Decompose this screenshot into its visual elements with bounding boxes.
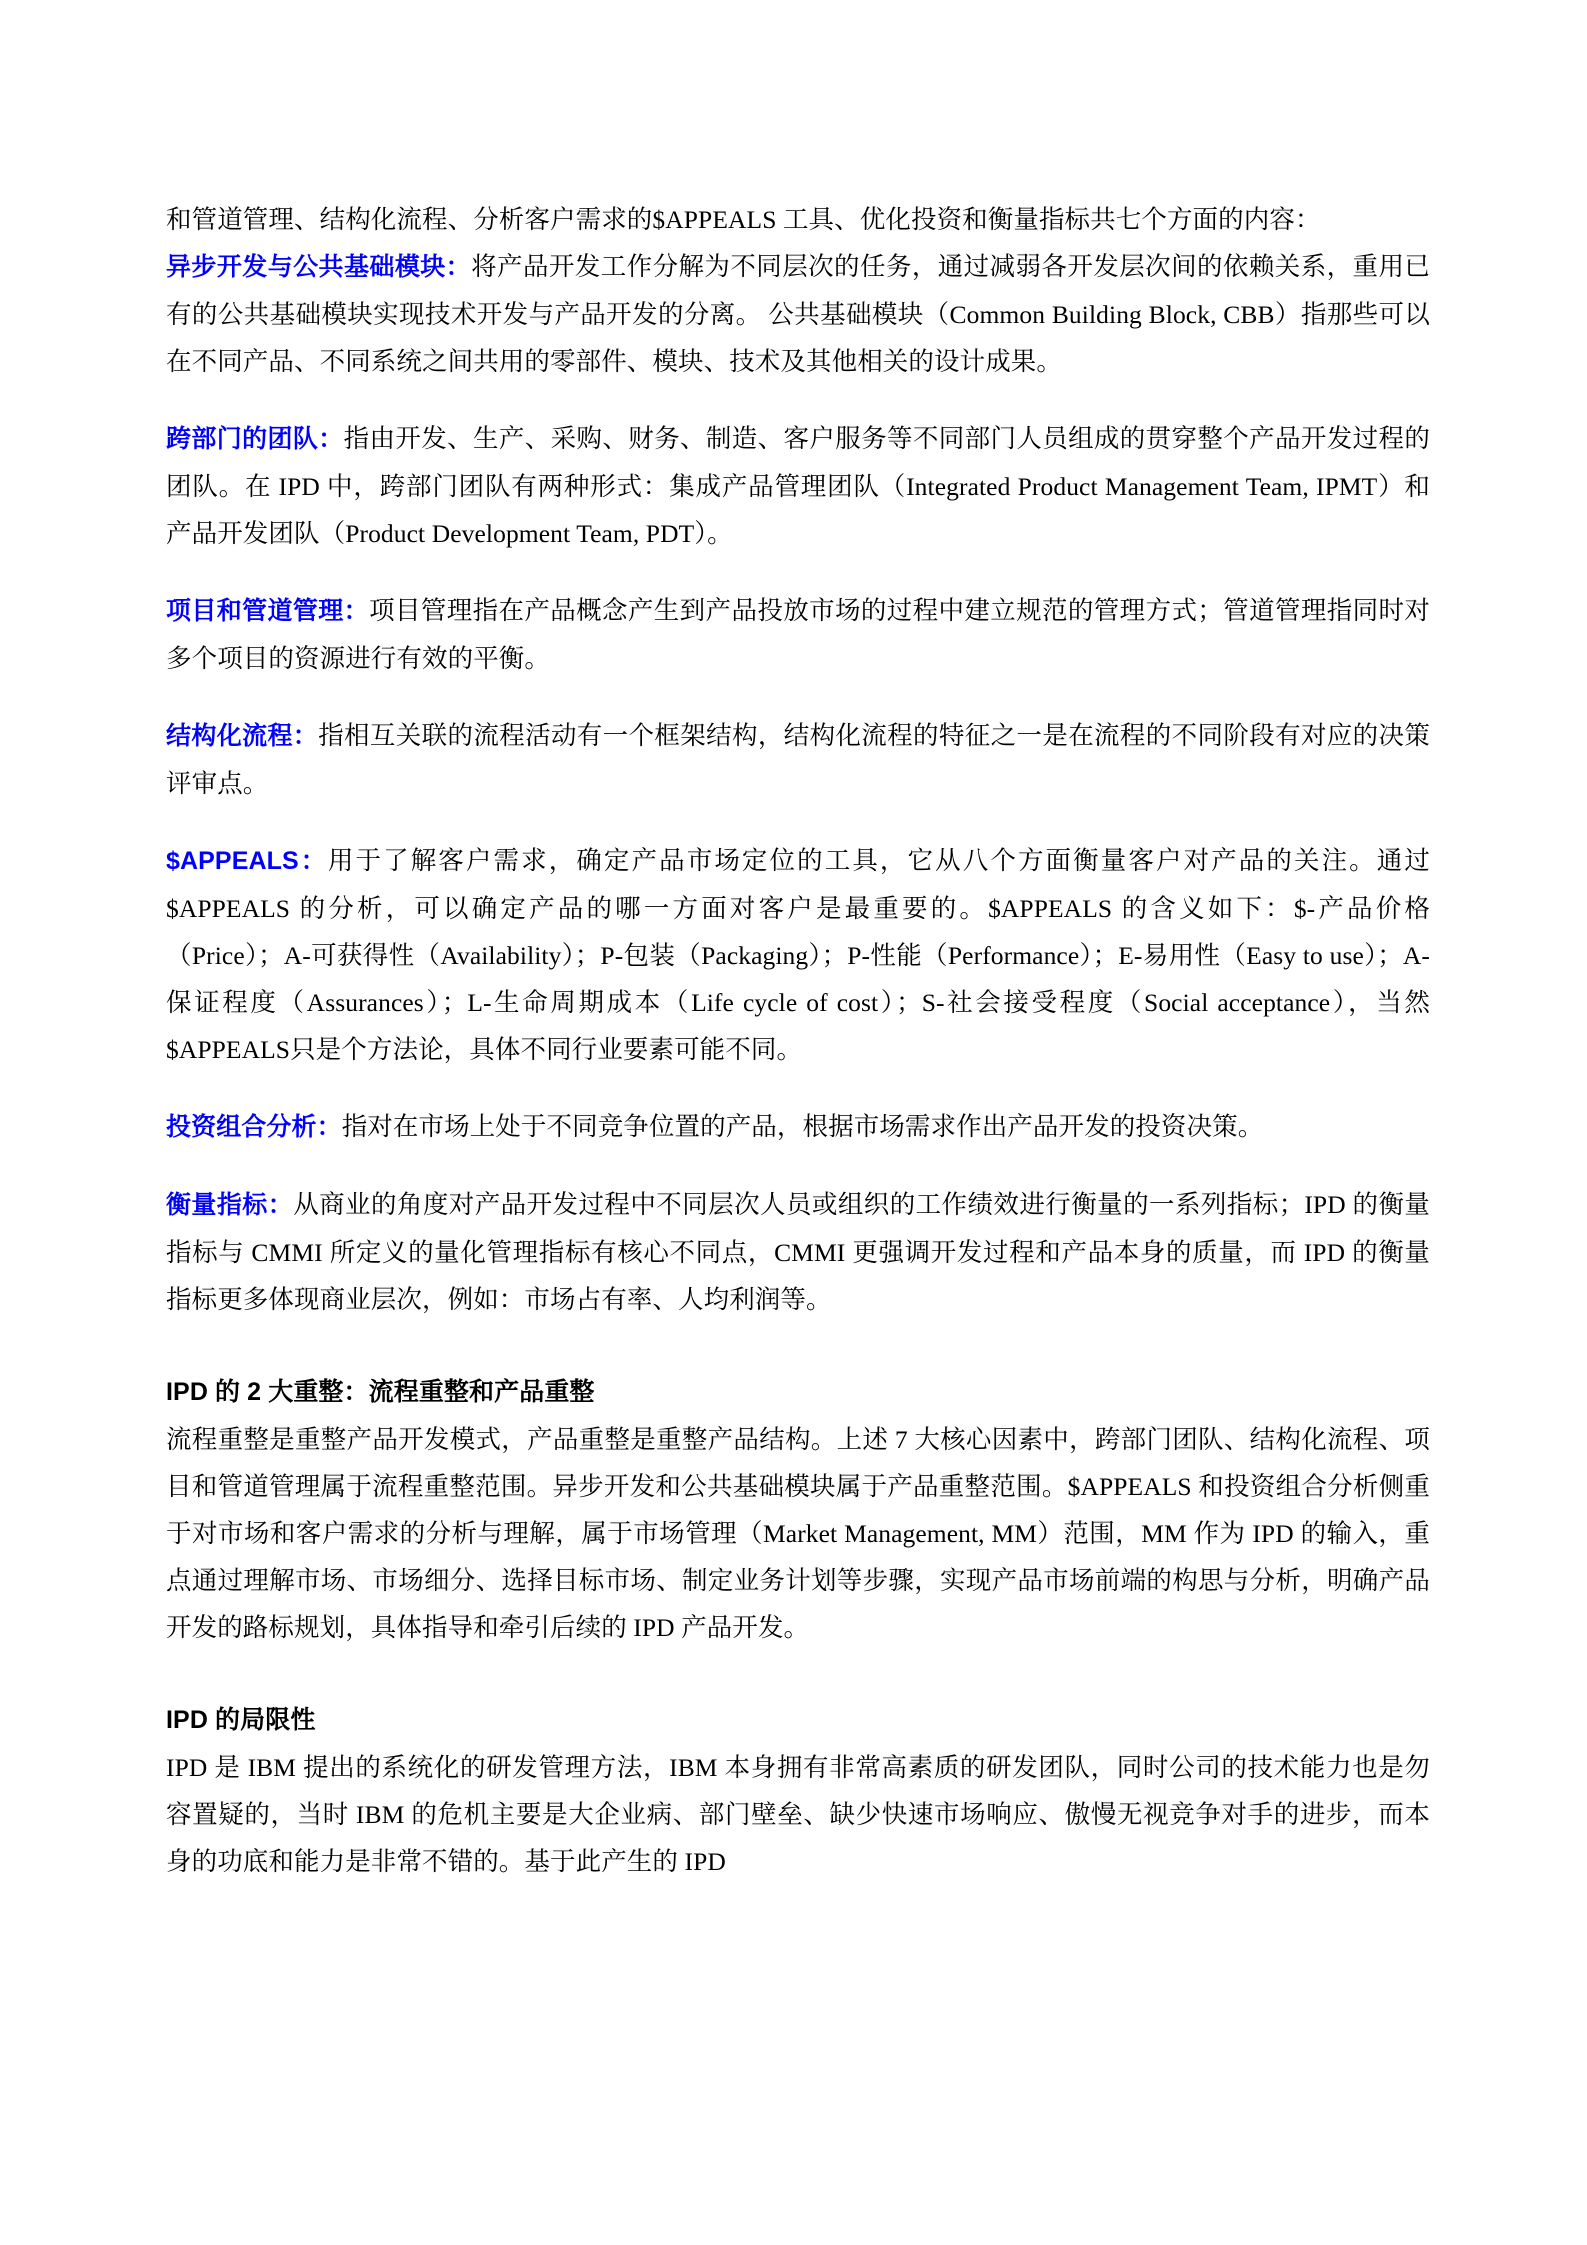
body-project-pipeline-management: 项目管理指在产品概念产生到产品投放市场的过程中建立规范的管理方式；管道管理指同时对多个项目的资源进行有效的平衡。 bbox=[166, 596, 1430, 673]
body-ipd-limitations: IPD 是 IBM 提出的系统化的研发管理方法，IBM 本身拥有非常高素质的研发团队，同时公司的技术能力也是勿容置疑的，当时 IBM 的危机主要是大企业病、部门壁垒、缺少快速市场响应、傲慢无视竞争对手的进步，而本身的功底和能力是非常不错的。基于此产生的 IPD bbox=[166, 1753, 1430, 1876]
term-async-development: 异步开发与公共基础模块： bbox=[166, 253, 472, 281]
body-async-development: 将产品开发工作分解为不同层次的任务，通过减弱各开发层次间的依赖关系，重用已有的公共基础模块实现技术开发与产品开发的分离。 公共基础模块（Common Building Block, CBB）指那些可以在不同产品、不同系统之间共用的零部件、模块、技术及其他相关的设计成果。 bbox=[166, 252, 1431, 376]
section-metrics bbox=[166, 1181, 1430, 1323]
spacer bbox=[166, 1151, 1430, 1181]
section-cross-functional-team bbox=[166, 415, 1430, 557]
section-async-development bbox=[166, 243, 1430, 385]
document-body bbox=[166, 196, 1430, 1885]
term-cross-functional-team: 跨部门的团队： bbox=[166, 425, 344, 453]
body-structured-process: 指相互关联的流程活动有一个框架结构，结构化流程的特征之一是在流程的不同阶段有对应的决策评审点。 bbox=[166, 721, 1430, 798]
term-structured-process: 结构化流程： bbox=[166, 722, 319, 750]
term-portfolio-analysis: 投资组合分析： bbox=[166, 1113, 342, 1141]
spacer bbox=[166, 1323, 1430, 1369]
body-cross-functional-team: 指由开发、生产、采购、财务、制造、客户服务等不同部门人员组成的贯穿整个产品开发过程的团队。在 IPD 中，跨部门团队有两种形式：集成产品管理团队（Integrated Product Management Team, IPMT）和产品开发团队（Product Development Team, PDT）。 bbox=[166, 424, 1431, 548]
section-project-pipeline-management bbox=[166, 587, 1430, 682]
section-appeals bbox=[166, 837, 1430, 1073]
body-appeals: 用于了解客户需求，确定产品市场定位的工具，它从八个方面衡量客户对产品的关注。通过$APPEALS 的分析，可以确定产品的哪一方面对客户是最重要的。$APPEALS 的含义如下：$-产品价格（Price）；A-可获得性（Availability）；P-包装（Packaging）；P-性能（Performance）；E-易用性（Easy to use）；A-保证程度（Assurances）；L-生命周期成本（Life cycle of cost）；S-社会接受程度（Social acceptance），当然$APPEALS只是个方法论，具体不同行业要素可能不同。 bbox=[166, 846, 1430, 1064]
spacer bbox=[166, 557, 1430, 587]
intro-text: 和管道管理、结构化流程、分析客户需求的$APPEALS 工具、优化投资和衡量指标共七个方面的内容： bbox=[166, 205, 1321, 234]
section-portfolio-analysis bbox=[166, 1103, 1430, 1151]
term-metrics: 衡量指标： bbox=[166, 1191, 294, 1219]
term-project-pipeline-management: 项目和管道管理： bbox=[166, 597, 370, 625]
body-portfolio-analysis: 指对在市场上处于不同竞争位置的产品，根据市场需求作出产品开发的投资决策。 bbox=[341, 1112, 1264, 1141]
heading-two-restructurings: IPD 的 2 大重整：流程重整和产品重整 bbox=[166, 1378, 595, 1406]
term-appeals: $APPEALS： bbox=[166, 847, 328, 875]
heading-ipd-limitations: IPD 的局限性 bbox=[166, 1706, 316, 1734]
spacer bbox=[166, 1073, 1430, 1103]
spacer bbox=[166, 682, 1430, 712]
section-structured-process bbox=[166, 712, 1430, 807]
body-metrics: 从商业的角度对产品开发过程中不同层次人员或组织的工作绩效进行衡量的一系列指标；IPD 的衡量指标与 CMMI 所定义的量化管理指标有核心不同点，CMMI 更强调开发过程和产品本身的质量，而 IPD 的衡量指标更多体现商业层次，例如：市场占有率、人均利润等。 bbox=[166, 1190, 1430, 1314]
body-two-restructurings: 流程重整是重整产品开发模式，产品重整是重整产品结构。上述 7 大核心因素中，跨部门团队、结构化流程、项目和管道管理属于流程重整范围。异步开发和公共基础模块属于产品重整范围。$APPEALS 和投资组合分析侧重于对市场和客户需求的分析与理解，属于市场管理（Market Management, MM）范围，MM 作为 IPD 的输入，重点通过理解市场、市场细分、选择目标市场、制定业务计划等步骤，实现产品市场前端的构思与分析，明确产品开发的路标规划，具体指导和牵引后续的 IPD 产品开发。 bbox=[166, 1425, 1430, 1642]
spacer bbox=[166, 807, 1430, 837]
spacer bbox=[166, 1651, 1430, 1697]
spacer bbox=[166, 385, 1430, 415]
intro-paragraph bbox=[166, 196, 1430, 243]
